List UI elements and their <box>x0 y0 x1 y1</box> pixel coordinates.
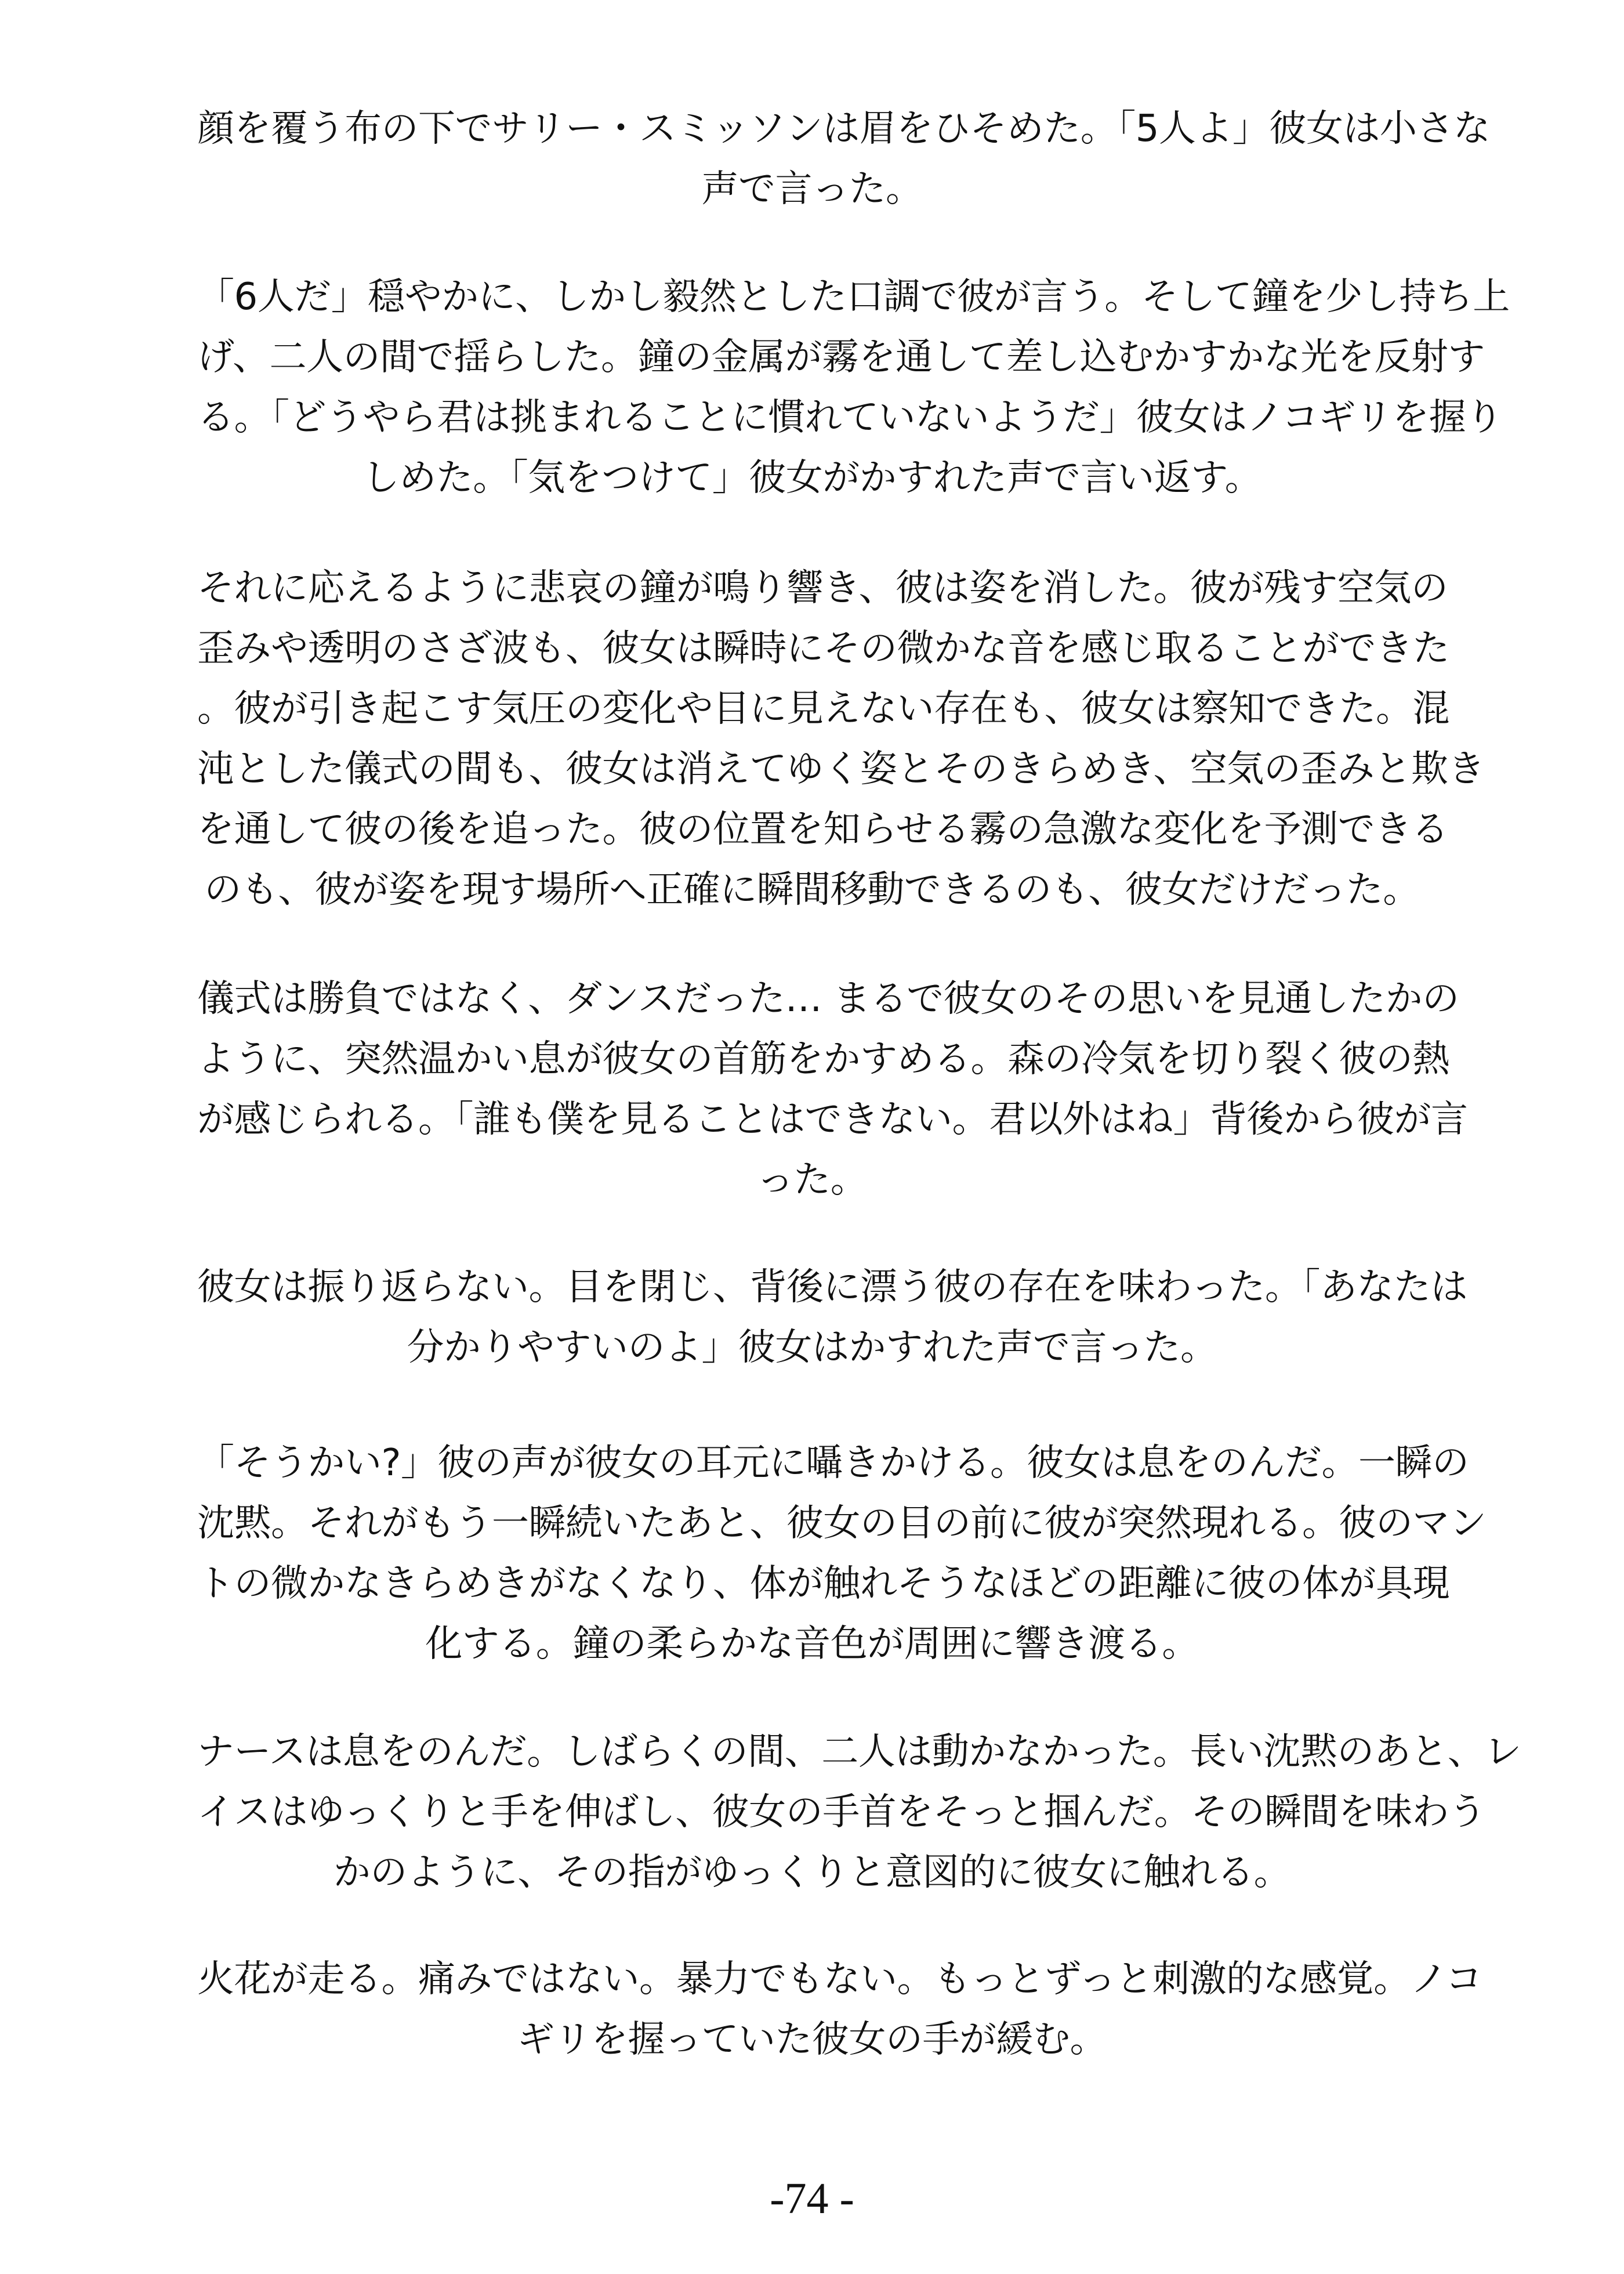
text-line: を通して彼の後を追った。彼の位置を知らせる霧の急激な変化を予測できる <box>197 808 1449 851</box>
text-line: 「そうかい?」彼の声が彼女の耳元に囁きかける。彼女は息をのんだ。一瞬の <box>197 1442 1469 1484</box>
text-line: 彼女は振り返らない。目を閉じ、背後に漂う彼の存在を味わった。「あなたは <box>197 1266 1467 1309</box>
paragraph <box>197 1722 1521 1903</box>
text-line: イスはゆっくりと手を伸ばし、彼女の手首をそっと掴んだ。その瞬間を味わう <box>197 1791 1486 1834</box>
text-line: 顔を覆う布の下でサリー・スミッソンは眉をひそめた。「5人よ」彼女は小さな <box>197 107 1491 150</box>
text-line: トの微かなきらめきがなくなり、体が触れそうなほどの距離に彼の体が具現 <box>197 1562 1449 1605</box>
paragraph <box>197 1949 1482 2070</box>
text-line: が感じられる。「誰も僕を見ることはできない。君以外はね」背後から彼が言 <box>197 1098 1468 1141</box>
text-line: 「6人だ」穏やかに、しかし毅然とした口調で彼が言う。そして鐘を少し持ち上 <box>197 276 1510 318</box>
text-line: ギリを握っていた彼女の手が緩む。 <box>517 2018 1107 2061</box>
text-line: 歪みや透明のさざ波も、彼女は瞬時にその微かな音を感じ取ることができた <box>197 627 1449 670</box>
text-line: 沈黙。それがもう一瞬続いたあと、彼女の目の前に彼が突然現れる。彼のマン <box>197 1502 1487 1545</box>
text-line: 声で言った。 <box>701 168 923 211</box>
text-line: 。彼が引き起こす気圧の変化や目に見えない存在も、彼女は察知できた。混 <box>197 687 1449 730</box>
paragraph <box>197 99 1491 219</box>
text-line: ように、突然温かい息が彼女の首筋をかすめる。森の冷気を切り裂く彼の熱 <box>197 1038 1449 1081</box>
text-line: 分かりやすいのよ」彼女はかすれた声で言った。 <box>407 1326 1217 1369</box>
text-line: かのように、その指がゆっくりと意図的に彼女に触れる。 <box>333 1851 1291 1894</box>
paragraph <box>197 558 1485 920</box>
text-line: げ、二人の間で揺らした。鐘の金属が霧を通して差し込むかすかな光を反射す <box>197 336 1485 379</box>
paragraph <box>197 267 1510 508</box>
text-line: ナースは息をのんだ。しばらくの間、二人は動かなかった。長い沈黙のあと、レ <box>197 1730 1521 1773</box>
text-line: った。 <box>756 1158 868 1201</box>
text-line: しめた。「気をつけて」彼女がかすれた声で言い返す。 <box>362 457 1262 499</box>
text-line: 儀式は勝負ではなく、ダンスだった… まるで彼女のその思いを見通したかの <box>197 977 1459 1020</box>
text-line: る。「どうやら君は挑まれることに慣れていないようだ」彼女はノコギリを握り <box>197 396 1503 439</box>
text-line: それに応えるように悲哀の鐘が鳴り響き、彼は姿を消した。彼が残す空気の <box>197 567 1448 610</box>
text-line: のも、彼が姿を現す場所へ正確に瞬間移動できるのも、彼女だけだった。 <box>204 868 1420 911</box>
page-number: -74 - <box>770 2174 854 2223</box>
paragraph <box>197 1433 1487 1674</box>
text-line: 沌とした儀式の間も、彼女は消えてゆく姿とそのきらめき、空気の歪みと欺き <box>197 748 1485 791</box>
text-line: 化する。鐘の柔らかな音色が周囲に響き渡る。 <box>425 1623 1199 1665</box>
text-line: 火花が走る。痛みではない。暴力でもない。もっとずっと刺激的な感覚。ノコ <box>197 1958 1482 2001</box>
paragraph <box>197 1257 1467 1378</box>
paragraph <box>197 969 1468 1210</box>
